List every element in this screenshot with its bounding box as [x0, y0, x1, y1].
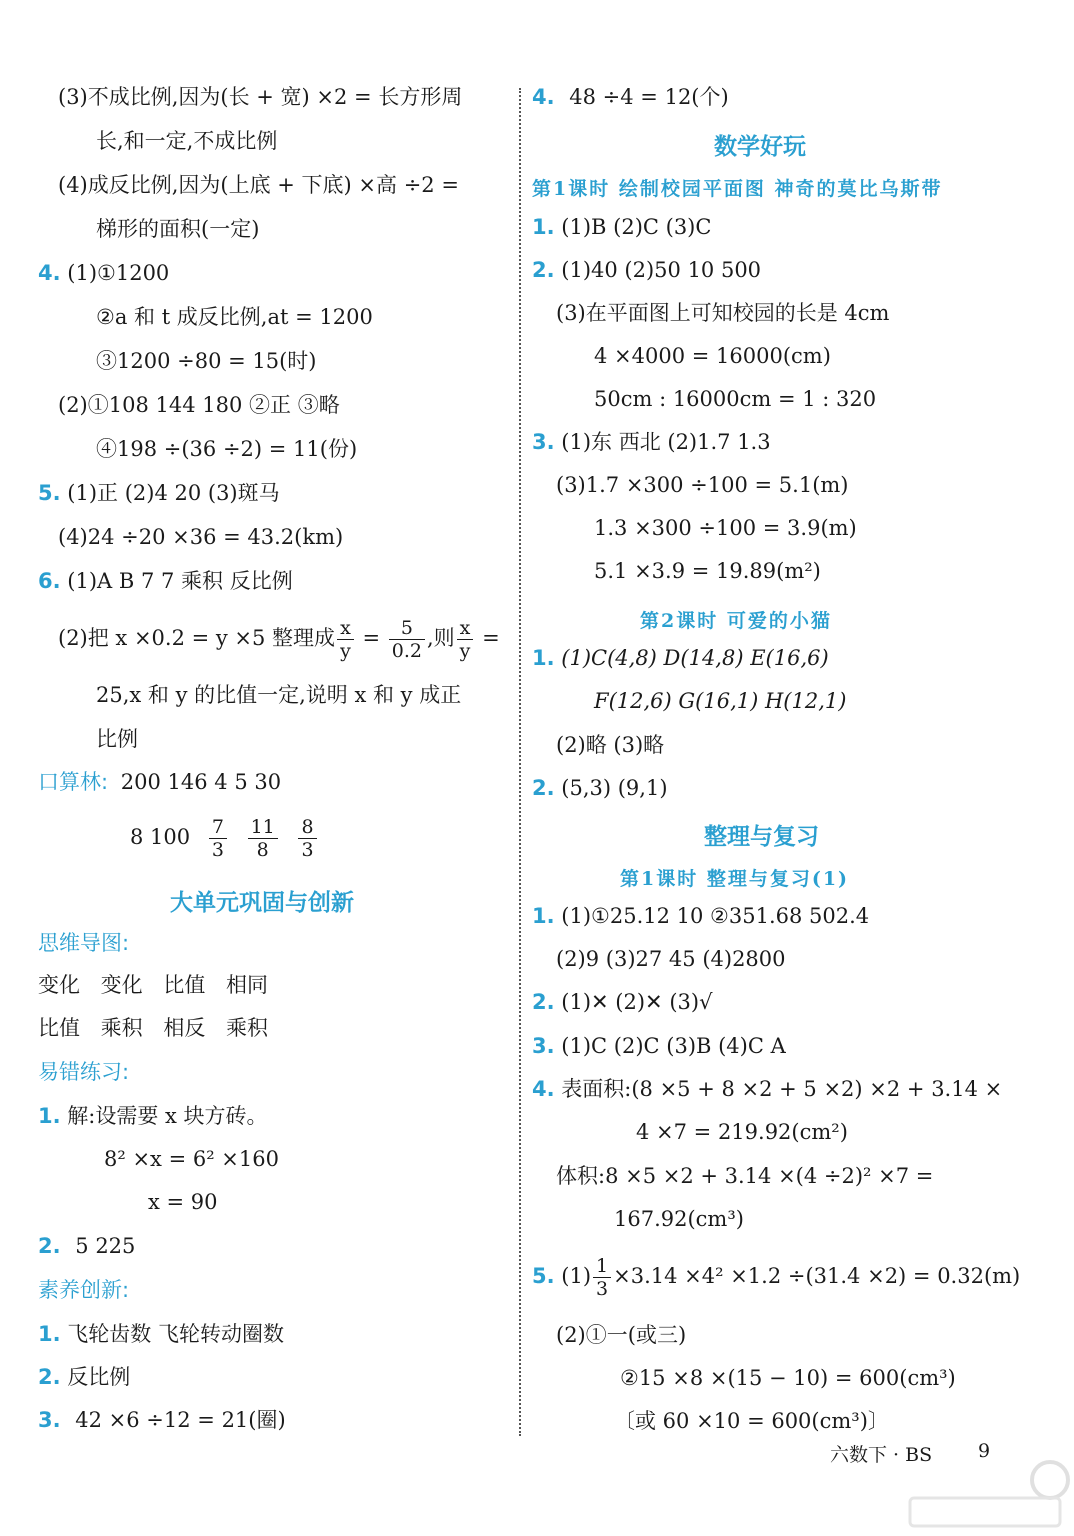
text-line: (2)①一(或三): [556, 1323, 687, 1347]
mental-math: [38, 767, 281, 797]
section-title: 大单元巩固与创新: [170, 890, 354, 916]
question-6: [38, 566, 293, 596]
text-line: 25,x 和 y 的比值一定,说明 x 和 y 成正: [96, 683, 462, 707]
text-line: F(12,6) G(16,1) H(12,1): [594, 689, 847, 713]
text-line: ④198 ÷(36 ÷2) = 11(份): [96, 437, 358, 461]
section-label: 易错练习:: [38, 1060, 130, 1084]
text-line: (4)成反比例,因为(上底 + 下底) ×高 ÷2 =: [58, 173, 459, 197]
text-line: x = 90: [148, 1190, 218, 1214]
question-1: [532, 643, 829, 673]
text-line: [130, 812, 319, 862]
fraction: [389, 617, 425, 662]
text-line: (3)不成比例,因为(长 + 宽) ×2 = 长方形周: [58, 85, 463, 109]
text-span: (2)把 x ×0.2 = y ×5 整理成: [58, 626, 336, 650]
text-line: 4 ×7 = 219.92(cm²): [636, 1120, 848, 1144]
section-label: 素养创新:: [38, 1278, 130, 1302]
question-3: [38, 1405, 286, 1435]
question-2: [38, 1231, 135, 1261]
numerator: 11: [248, 816, 278, 839]
answer-text: (1)✕ (2)✕ (3)√: [561, 990, 713, 1014]
answer-text: 200 146 4 5 30: [120, 770, 282, 794]
question-number: 1.: [532, 215, 555, 239]
answer-text: (1)①1200: [67, 261, 170, 285]
question-5: [532, 1252, 1020, 1300]
fraction: [457, 617, 474, 662]
answer-text: 解:设需要 x 块方砖。: [67, 1104, 268, 1128]
text-line: (2)略 (3)略: [556, 733, 665, 757]
question-2: [532, 987, 712, 1017]
question-number: 1.: [38, 1104, 61, 1128]
lesson-title: 第2课时 可爱的小猫: [640, 610, 832, 632]
lesson-title: 第1课时 绘制校园平面图 神奇的莫比乌斯带: [532, 178, 943, 200]
question-number: 4.: [38, 261, 61, 285]
question-1: [532, 212, 711, 242]
answer-text: (1)东 西北 (2)1.7 1.3: [561, 430, 771, 454]
question-number: 3.: [532, 1034, 555, 1058]
denominator: y: [459, 640, 471, 662]
text-line: 梯形的面积(一定): [96, 217, 260, 241]
question-number: 1.: [38, 1322, 61, 1346]
question-number: 3.: [532, 430, 555, 454]
numerator: x: [337, 617, 354, 640]
section-label: 口算林:: [38, 770, 109, 794]
column-divider: [519, 88, 521, 1436]
section-label: 思维导图:: [38, 931, 130, 955]
text-line: ②a 和 t 成反比例,at = 1200: [96, 305, 373, 329]
question-number: 2.: [38, 1234, 61, 1258]
text-line: ②15 ×8 ×(15 − 10) = 600(cm³): [620, 1366, 956, 1390]
question-number: 4.: [532, 85, 555, 109]
text-line: 〔或 60 ×10 = 600(cm³)〕: [614, 1409, 889, 1433]
answer-text: 42 ×6 ÷12 = 21(圈): [75, 1408, 286, 1432]
question-number: 5.: [532, 1264, 555, 1288]
question-1: [38, 1101, 268, 1131]
denominator: 3: [211, 839, 224, 861]
numerator: 5: [389, 617, 425, 640]
denominator: 8: [256, 839, 269, 861]
question-number: 1.: [532, 646, 555, 670]
question-1: [38, 1319, 284, 1349]
denominator: 0.2: [391, 640, 422, 662]
question-number: 1.: [532, 904, 555, 928]
text-span: =: [355, 626, 387, 650]
question-3: [532, 1031, 786, 1061]
section-title: 数学好玩: [714, 134, 806, 160]
lesson-title: 第1课时 整理与复习(1): [620, 868, 850, 890]
question-number: 4.: [532, 1077, 555, 1101]
question-number: 6.: [38, 569, 61, 593]
text-line: 长,和一定,不成比例: [96, 129, 278, 153]
question-number: 5.: [38, 481, 61, 505]
text-line: 50cm : 16000cm = 1 : 320: [594, 387, 877, 411]
numerator: x: [457, 617, 474, 640]
question-number: 2.: [532, 990, 555, 1014]
question-4: [532, 1074, 1002, 1104]
text-line: (2)9 (3)27 45 (4)2800: [556, 947, 786, 971]
text-line: 比例: [96, 727, 138, 751]
answer-text: (1)C (2)C (3)B (4)C A: [561, 1034, 786, 1058]
fraction: [298, 816, 316, 861]
answer-text: (1)C(4,8) D(14,8) E(16,6): [561, 646, 829, 670]
answer-text: 表面积:(8 ×5 + 8 ×2 + 5 ×2) ×2 + 3.14 ×: [561, 1077, 1003, 1101]
answer-text: (1)①25.12 10 ②351.68 502.4: [561, 904, 870, 928]
text-line: (3)1.7 ×300 ÷100 = 5.1(m): [556, 473, 849, 497]
text-line: ③1200 ÷80 = 15(时): [96, 349, 317, 373]
question-number: 2.: [532, 776, 555, 800]
text-line: [58, 616, 500, 662]
numerator: 1: [593, 1255, 611, 1278]
answer-text: 反比例: [67, 1365, 131, 1389]
question-1: [532, 901, 869, 931]
text-line: 8² ×x = 6² ×160: [104, 1147, 279, 1171]
text-span: 8 100: [130, 825, 191, 849]
text-line: (3)在平面图上可知校园的长是 4cm: [556, 301, 890, 325]
question-number: 2.: [38, 1365, 61, 1389]
denominator: 3: [301, 839, 314, 861]
text-line: (2)①108 144 180 ②正 ③略: [58, 393, 340, 417]
denominator: y: [340, 640, 351, 662]
text-line: 1.3 ×300 ÷100 = 3.9(m): [594, 516, 857, 540]
question-4: [38, 258, 169, 288]
fraction: [337, 617, 354, 662]
text-line: 167.92(cm³): [614, 1207, 744, 1231]
section-title: 整理与复习: [704, 824, 819, 850]
text-line: 比值 乘积 相反 乘积: [38, 1016, 269, 1040]
text-line: 变化 变化 比值 相同: [38, 973, 269, 997]
answer-text: 5 225: [75, 1234, 136, 1258]
page-number: 9: [978, 1440, 991, 1462]
text-span: ,则: [426, 626, 455, 650]
text-span: (1): [561, 1264, 592, 1288]
answer-text: ×3.14 ×4² ×1.2 ÷(31.4 ×2) = 0.32(m): [613, 1264, 1021, 1288]
answer-text: (1)40 (2)50 10 500: [561, 258, 762, 282]
answer-text: (1)A B 7 7 乘积 反比例: [67, 569, 293, 593]
question-2: [38, 1362, 130, 1392]
page-footer-label: 六数下 · BS: [830, 1444, 933, 1466]
text-span: =: [475, 626, 500, 650]
question-number: 3.: [38, 1408, 61, 1432]
numerator: 8: [298, 816, 316, 839]
text-line: (4)24 ÷20 ×36 = 43.2(km): [58, 525, 344, 549]
question-2: [532, 773, 668, 803]
question-2: [532, 255, 761, 285]
question-5: [38, 478, 280, 508]
watermark-logo: [900, 1450, 1070, 1530]
question-4: [532, 82, 729, 112]
answer-text: (1)B (2)C (3)C: [561, 215, 712, 239]
fraction: [248, 816, 278, 861]
text-line: 体积:8 ×5 ×2 + 3.14 ×(4 ÷2)² ×7 =: [556, 1164, 934, 1188]
fraction: [593, 1255, 611, 1300]
answer-text: (1)正 (2)4 20 (3)斑马: [67, 481, 280, 505]
answer-text: (5,3) (9,1): [561, 776, 668, 800]
fraction: [209, 816, 227, 861]
answer-text: 飞轮齿数 飞轮转动圈数: [67, 1322, 284, 1346]
numerator: 7: [209, 816, 227, 839]
answer-text: 48 ÷4 = 12(个): [569, 85, 729, 109]
text-line: 4 ×4000 = 16000(cm): [594, 344, 831, 368]
question-number: 2.: [532, 258, 555, 282]
text-line: 5.1 ×3.9 = 19.89(m²): [594, 559, 821, 583]
denominator: 3: [596, 1278, 609, 1300]
question-3: [532, 427, 771, 457]
